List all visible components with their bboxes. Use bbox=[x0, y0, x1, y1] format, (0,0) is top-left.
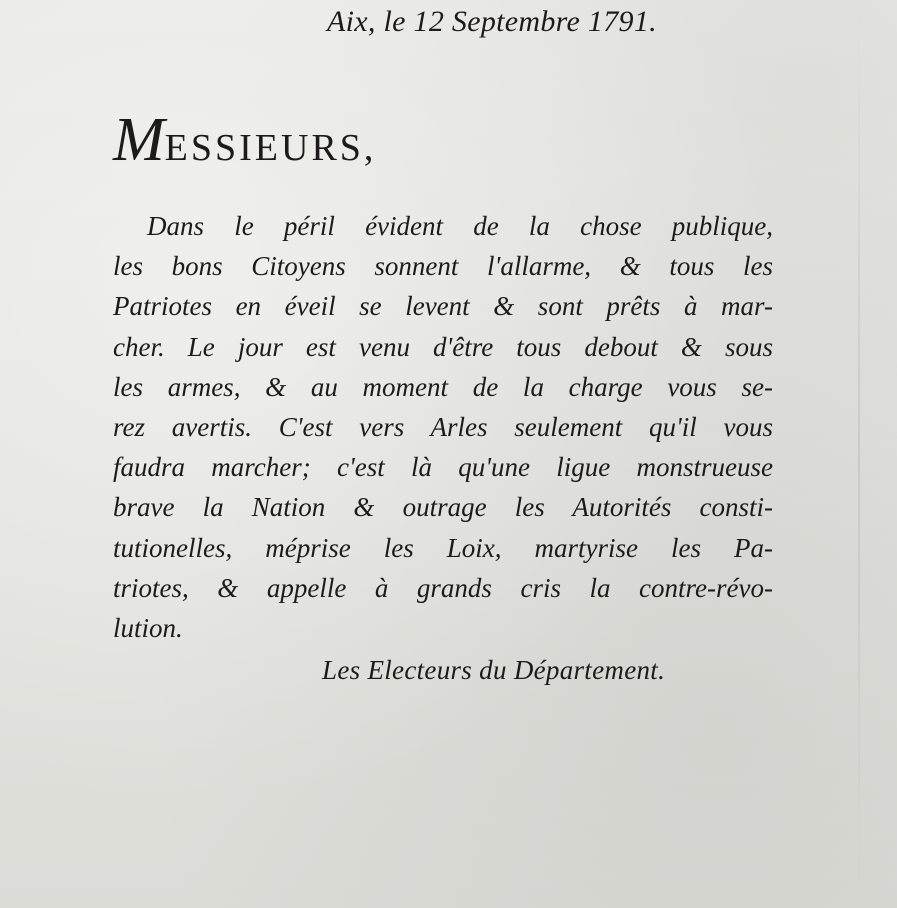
body-line: lution. bbox=[113, 612, 183, 643]
body-line: faudra marcher; c'est là qu'une ligue monstrueuse bbox=[113, 452, 773, 483]
body-line: rez avertis. C'est vers Arles seulement qu'il vous bbox=[113, 411, 773, 442]
date-line: Aix, le 12 Septembre 1791. bbox=[327, 5, 657, 38]
salutation bbox=[113, 108, 376, 180]
body-line: triotes, & appelle à grands cris la contre-révo- bbox=[113, 572, 773, 603]
body-line: Dans le péril évident de la chose publique, bbox=[147, 211, 773, 241]
paper-fold-crease bbox=[858, 0, 860, 908]
body-line: brave la Nation & outrage les Autorités consti- bbox=[113, 492, 773, 523]
letter-body bbox=[113, 206, 783, 648]
body-line: tutionelles, méprise les Loix, martyrise les Pa- bbox=[113, 532, 773, 563]
signature: Les Electeurs du Département. bbox=[322, 655, 666, 685]
salutation-rest: ESSIEURS, bbox=[164, 127, 377, 169]
body-line: les armes, & au moment de la charge vous se- bbox=[113, 371, 773, 402]
body-line: Patriotes en éveil se levent & sont prêts à mar- bbox=[113, 291, 773, 322]
body-line: les bons Citoyens sonnent l'allarme, & tous les bbox=[113, 251, 773, 282]
body-line: cher. Le jour est venu d'être tous debout & sous bbox=[113, 331, 773, 362]
salutation-initial: M bbox=[113, 106, 165, 174]
